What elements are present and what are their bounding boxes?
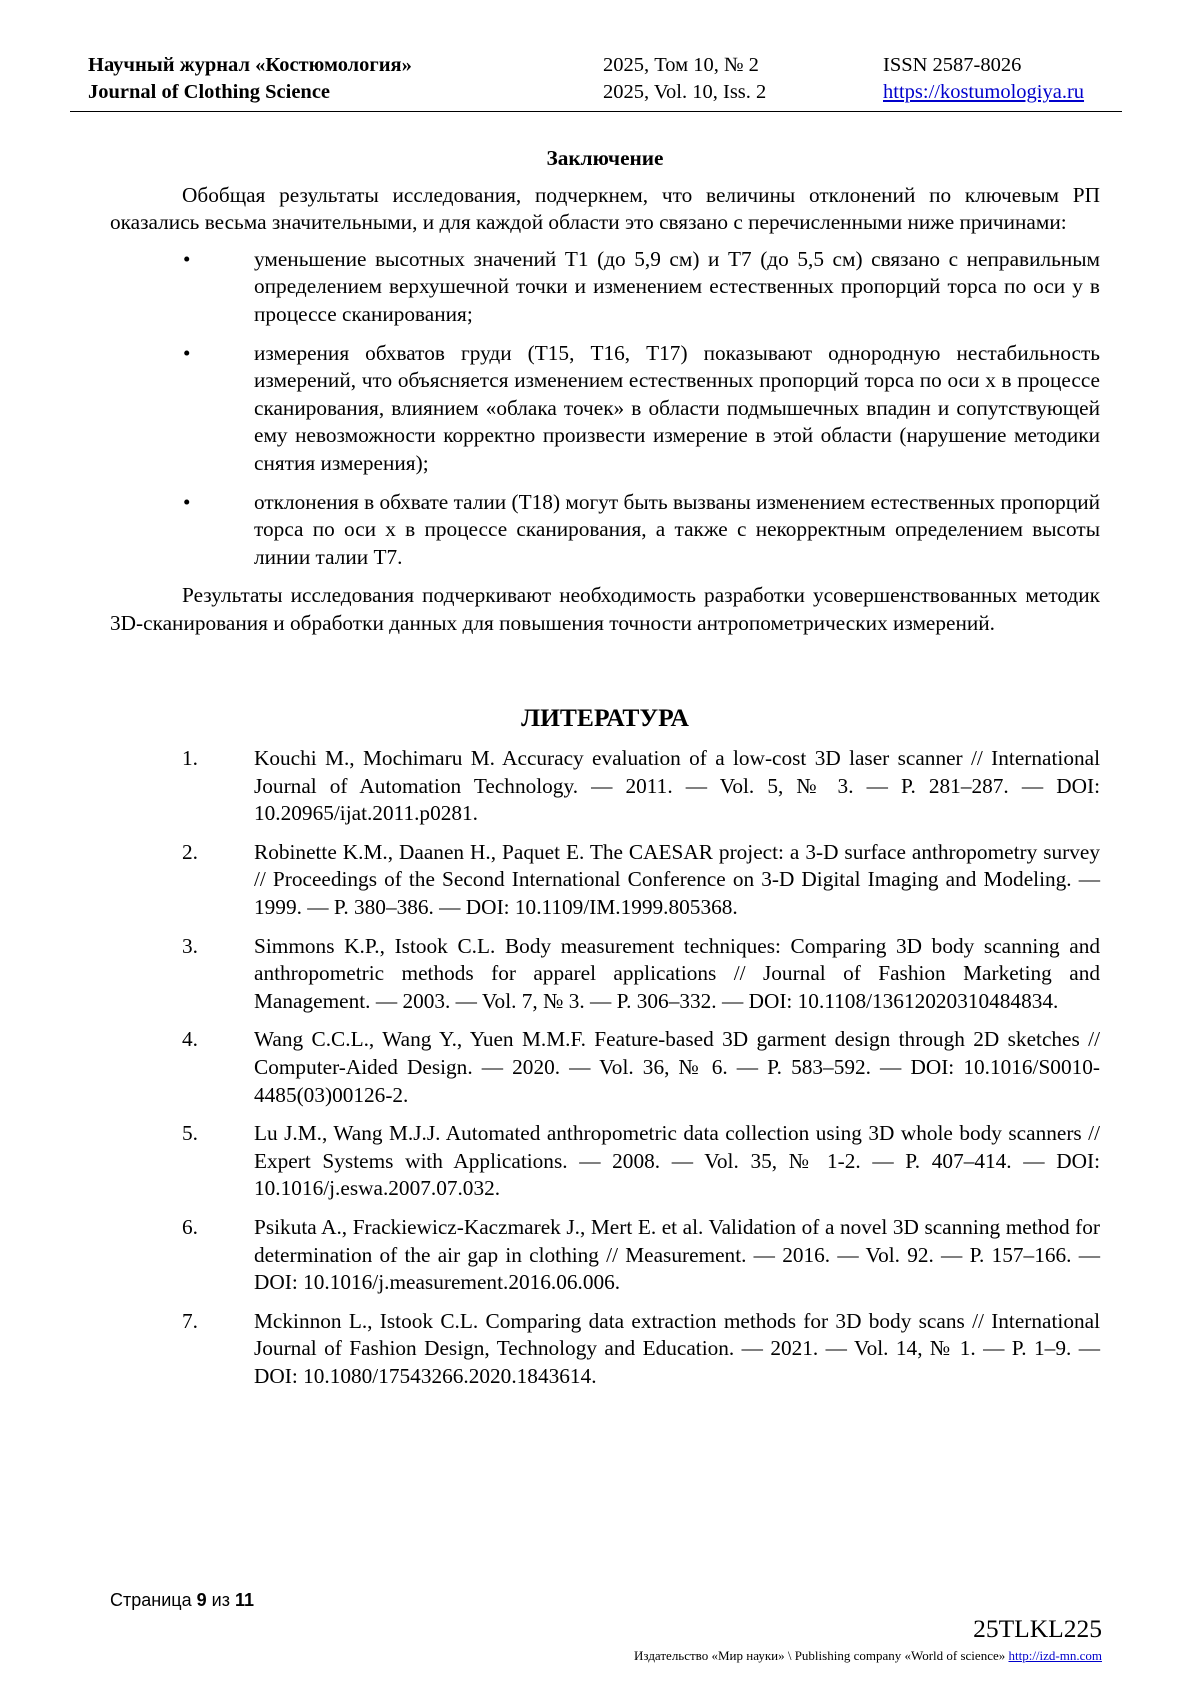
reference-item: [110, 1214, 1100, 1297]
conclusion-closing: Результаты исследования подчеркивают необходимость разработки усовершенствованных методик 3D-сканирования и обработки данных для повышения точности антропометрических измерений.: [110, 583, 1100, 635]
issue-ru: 2025, Том 10, № 2: [603, 54, 759, 76]
issn-block: [883, 52, 1084, 106]
reference-number: 5.: [182, 1121, 198, 1146]
reference-item: [110, 1308, 1100, 1391]
reference-item: [110, 839, 1100, 922]
reference-text: Psikuta A., Frackiewicz-Kaczmarek J., Mert E. et al. Validation of a novel 3D scanning method for determination of the air gap in clothing // Measurement. — 2016. — Vol. 92. — P. 157–166. — DOI: 10.1016/j.measurement.2016.06.006.: [254, 1215, 1100, 1295]
reference-number: 6.: [182, 1215, 198, 1239]
page-total: 11: [234, 1590, 254, 1610]
reference-item: [110, 933, 1100, 1016]
bullet-icon: •: [183, 340, 191, 365]
reference-text: Simmons K.P., Istook C.L. Body measurement techniques: Comparing 3D body scanning and anthropometric methods for apparel applications // Journal of Fashion Marketing and Management. — 2003. — Vol. 7, № 3. — P. 306–332. — DOI: 10.1108/13612020310484834.: [254, 933, 1100, 1013]
bullet-icon: •: [183, 489, 191, 514]
references-title: ЛИТЕРАТУРА: [521, 702, 689, 732]
reference-text: Mckinnon L., Istook C.L. Comparing data extraction methods for 3D body scans // International Journal of Fashion Design, Technology and Education. — 2021. — Vol. 14, № 1. — P. 1–9. — DOI: 10.1080/17543266.2020.1843614.: [254, 1308, 1100, 1388]
reference-number: 7.: [182, 1308, 198, 1333]
publisher-url-link[interactable]: http://izd-mn.com: [1008, 1648, 1102, 1663]
conclusion-intro: Обобщая результаты исследования, подчеркнем, что величины отклонений по ключевым РП оказались весьма значительными, и для каждой области это связано с перечисленными ниже причинами:: [110, 182, 1100, 235]
page-label: Страница: [110, 1590, 192, 1610]
page-number: [110, 1590, 254, 1611]
journal-url-link[interactable]: https://kostumologiya.ru: [883, 81, 1085, 103]
reference-item: [110, 1026, 1100, 1109]
reference-number: 4.: [182, 1027, 198, 1052]
reference-text: Wang C.C.L., Wang Y., Yuen M.M.F. Feature-based 3D garment design through 2D sketches // Computer-Aided Design. — 2020. — Vol. 36, № 6. — P. 583–592. — DOI: 10.1016/S0010-4485(03)00126-2.: [254, 1027, 1100, 1107]
publisher-line: [634, 1648, 1102, 1664]
conclusion-title: Заключение: [546, 146, 664, 170]
publisher-text: Издательство «Мир науки» \ Publishing company «World of science»: [634, 1648, 1006, 1663]
list-item: [110, 340, 1100, 478]
bullet-icon: •: [183, 246, 191, 271]
references-list: [110, 745, 1100, 1390]
reference-text: Kouchi M., Mochimaru M. Accuracy evaluation of a low-cost 3D laser scanner // International Journal of Automation Technology. — 2011. — Vol. 5, № 3. — P. 281–287. — DOI: 10.20965/ijat.2011.p0281.: [254, 746, 1100, 826]
header-divider: [70, 111, 1122, 112]
reference-number: 2.: [182, 839, 198, 864]
reference-item: [110, 1120, 1100, 1203]
issue-en: 2025, Vol. 10, Iss. 2: [603, 81, 767, 103]
journal-title-block: [88, 52, 412, 106]
list-item: [110, 246, 1100, 329]
bullet-text: измерения обхватов груди (Т15, Т16, Т17) показывают однородную нестабильность измерений, что объясняется изменением естественных пропорций торса по оси x в процессе сканирования, влиянием «облака точек» в области подмышечных впадин и сопутствующей ему невозможности корректно произвести измерение в этой области (нарушение методики снятия измерения);: [254, 340, 1100, 475]
issue-block: [603, 52, 766, 106]
page-current: 9: [196, 1590, 207, 1610]
conclusion-bullet-list: [110, 246, 1100, 572]
bullet-text: уменьшение высотных значений Т1 (до 5,9 см) и Т7 (до 5,5 см) связано с неправильным определением верхушечной точки и изменением естественных пропорций торса по оси y в процессе сканирования;: [254, 246, 1100, 326]
page-of: из: [211, 1590, 230, 1610]
issn: ISSN 2587-8026: [883, 54, 1022, 76]
reference-text: Robinette K.M., Daanen H., Paquet E. The CAESAR project: a 3-D surface anthropometry survey // Proceedings of the Second International Conference on 3-D Digital Imaging and Modeling. — 1999. — P. 380–386. — DOI: 10.1109/IM.1999.805368.: [254, 839, 1100, 920]
reference-item: [110, 745, 1100, 828]
list-item: [110, 489, 1100, 572]
journal-title-en: Journal of Clothing Science: [88, 81, 331, 103]
journal-title-ru: Научный журнал «Костюмология»: [88, 54, 412, 76]
reference-number: 1.: [182, 746, 198, 771]
reference-number: 3.: [182, 933, 198, 958]
article-code: 25TLKL225: [973, 1614, 1102, 1643]
article-body: [110, 145, 1100, 1402]
bullet-text: отклонения в обхвате талии (Т18) могут быть вызваны изменением естественных пропорций торса по оси x в процессе сканирования, а также с некорректным определением высоты линии талии Т7.: [254, 489, 1100, 569]
reference-text: Lu J.M., Wang M.J.J. Automated anthropometric data collection using 3D whole body scanners // Expert Systems with Applications. — 2008. — Vol. 35, № 1-2. — P. 407–414. — DOI: 10.1016/j.eswa.2007.07.032.: [254, 1121, 1100, 1201]
